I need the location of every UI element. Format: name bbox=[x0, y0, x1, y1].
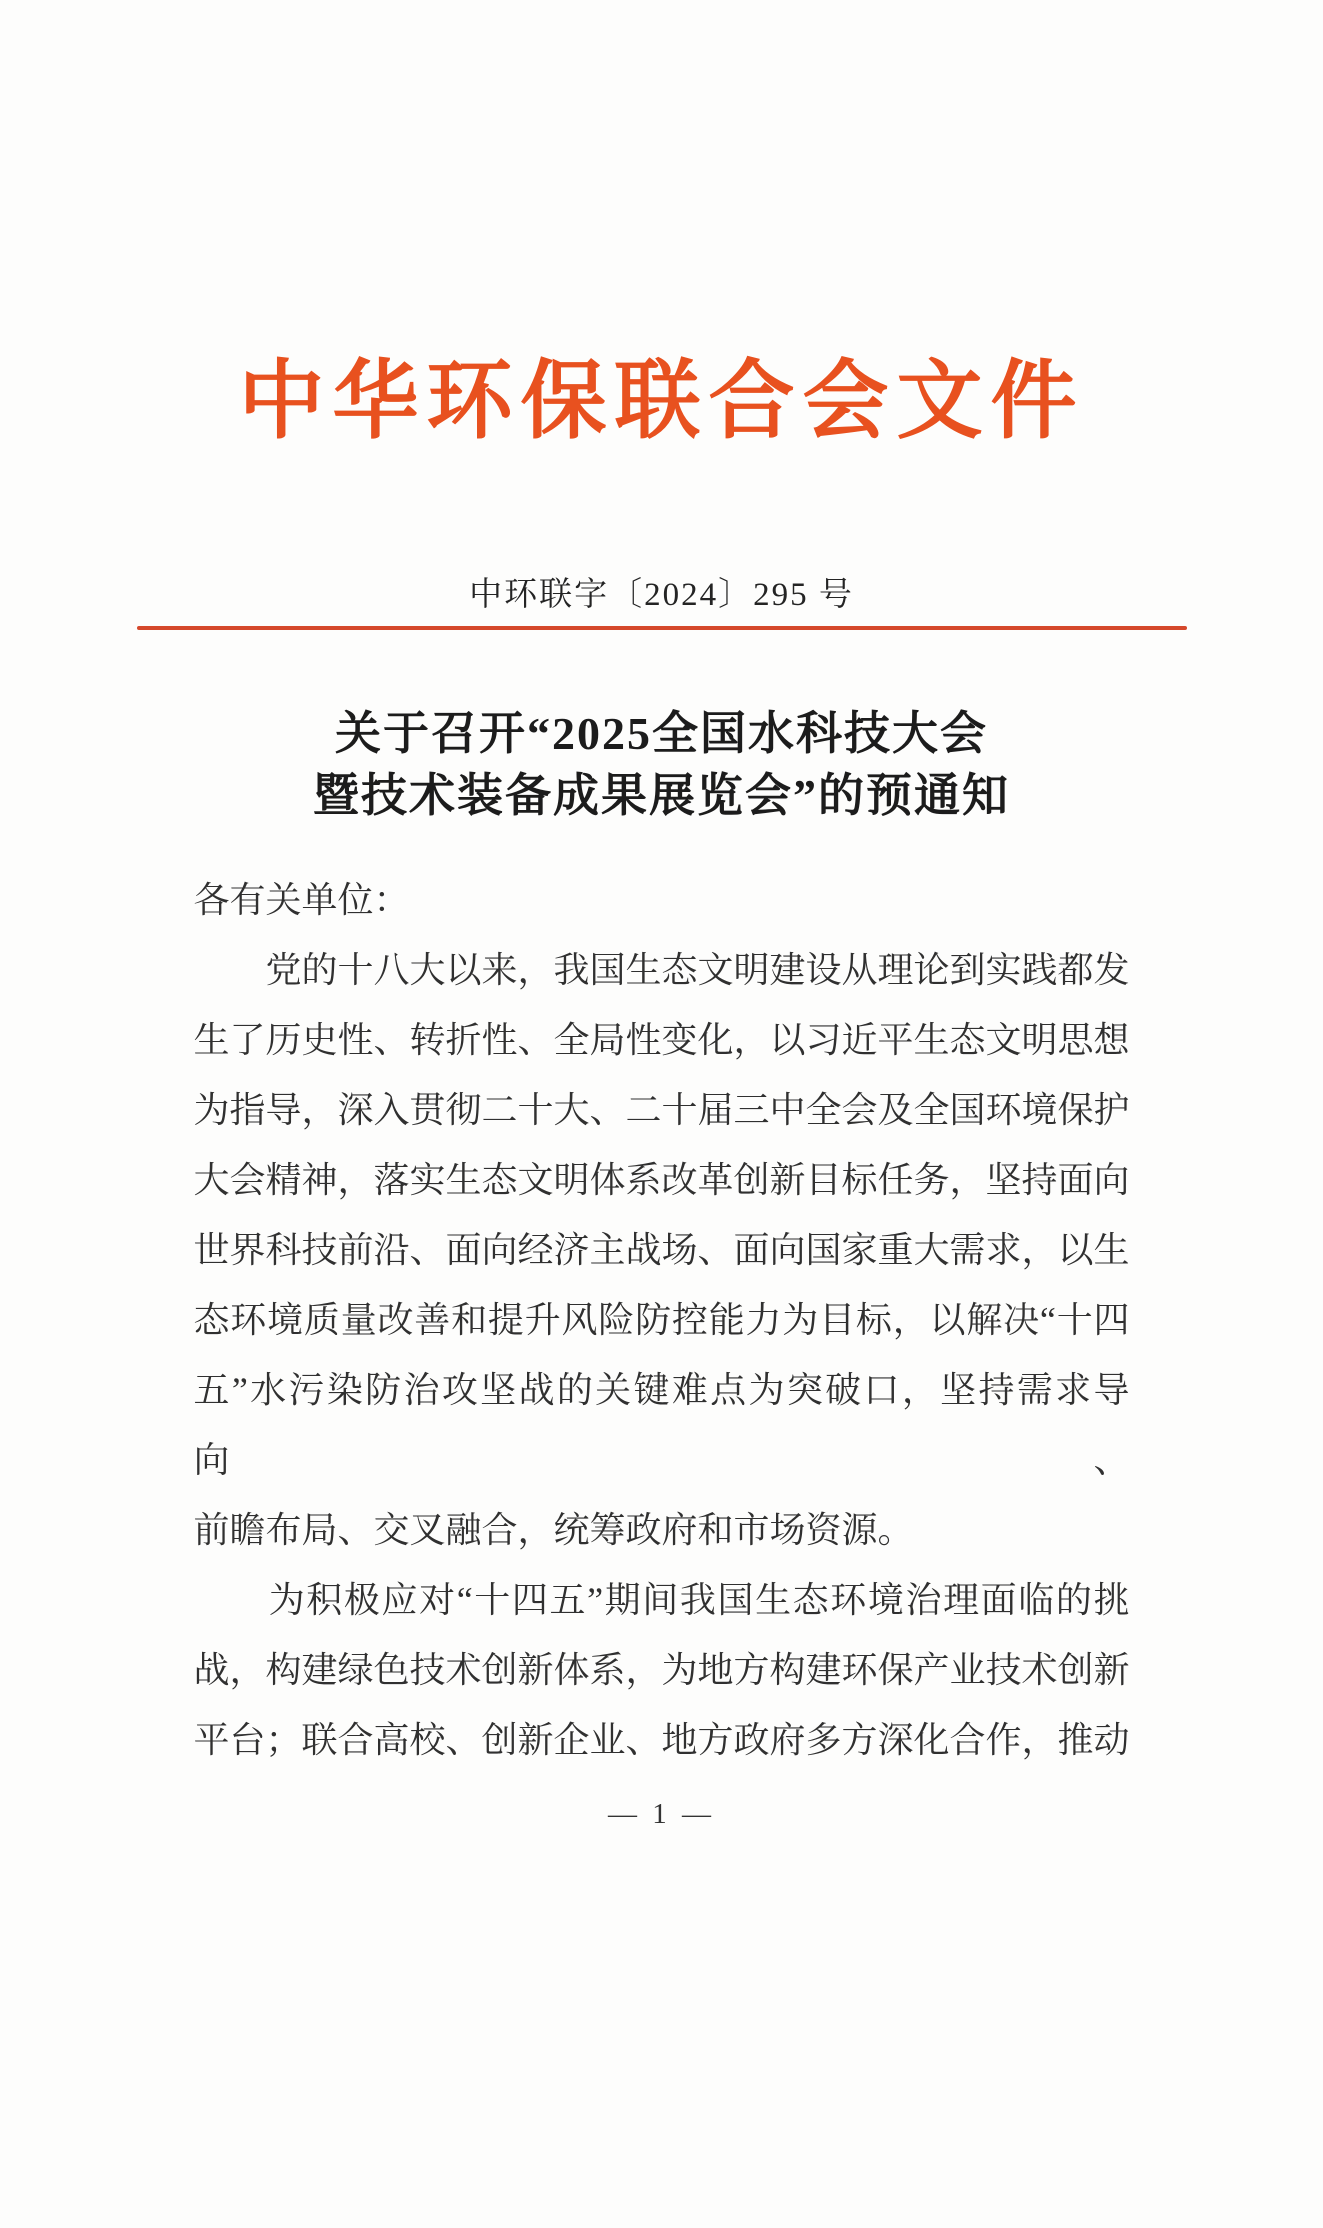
body-line: 为积极应对“十四五”期间我国生态环境治理面临的挑 bbox=[193, 1580, 1130, 1621]
body-line: 五”水污染防治攻坚战的关键难点为突破口，坚持需求导向、 bbox=[193, 1370, 1130, 1481]
notice-title-line: 关于召开“2025全国水科技大会 bbox=[335, 708, 988, 760]
salutation: 各有关单位： bbox=[193, 880, 410, 921]
body-line: 战，构建绿色技术创新体系，为地方构建环保产业技术创新 bbox=[193, 1650, 1130, 1691]
body-line: 大会精神，落实生态文明体系改革创新目标任务，坚持面向 bbox=[193, 1160, 1130, 1201]
body-line: 为指导，深入贯彻二十大、二十届三中全会及全国环境保护 bbox=[193, 1090, 1130, 1131]
body-line: 态环境质量改善和提升风险防控能力为目标，以解决“十四 bbox=[193, 1300, 1130, 1341]
body-line: 生了历史性、转折性、全局性变化，以习近平生态文明思想 bbox=[193, 1020, 1130, 1061]
body-paragraphs bbox=[194, 935, 1130, 1775]
page-number: — 1 — bbox=[608, 1798, 715, 1831]
body-text bbox=[194, 865, 1130, 1775]
body-line: 平台；联合高校、创新企业、地方政府多方深化合作，推动 bbox=[193, 1720, 1130, 1761]
body-line: 党的十八大以来，我国生态文明建设从理论到实践都发 bbox=[193, 950, 1130, 991]
document-page bbox=[0, 353, 1323, 2228]
notice-title bbox=[0, 703, 1323, 827]
notice-title-line: 暨技术装备成果展览会”的预通知 bbox=[313, 770, 1010, 822]
body-line: 世界科技前沿、面向经济主战场、面向国家重大需求，以生 bbox=[193, 1230, 1130, 1271]
body-line: 前瞻布局、交叉融合，统筹政府和市场资源。 bbox=[193, 1510, 914, 1551]
red-divider-line bbox=[137, 626, 1187, 630]
document-number: 中环联字〔2024〕295 号 bbox=[469, 577, 854, 613]
letterhead-title: 中华环保联合会文件 bbox=[238, 353, 1085, 449]
